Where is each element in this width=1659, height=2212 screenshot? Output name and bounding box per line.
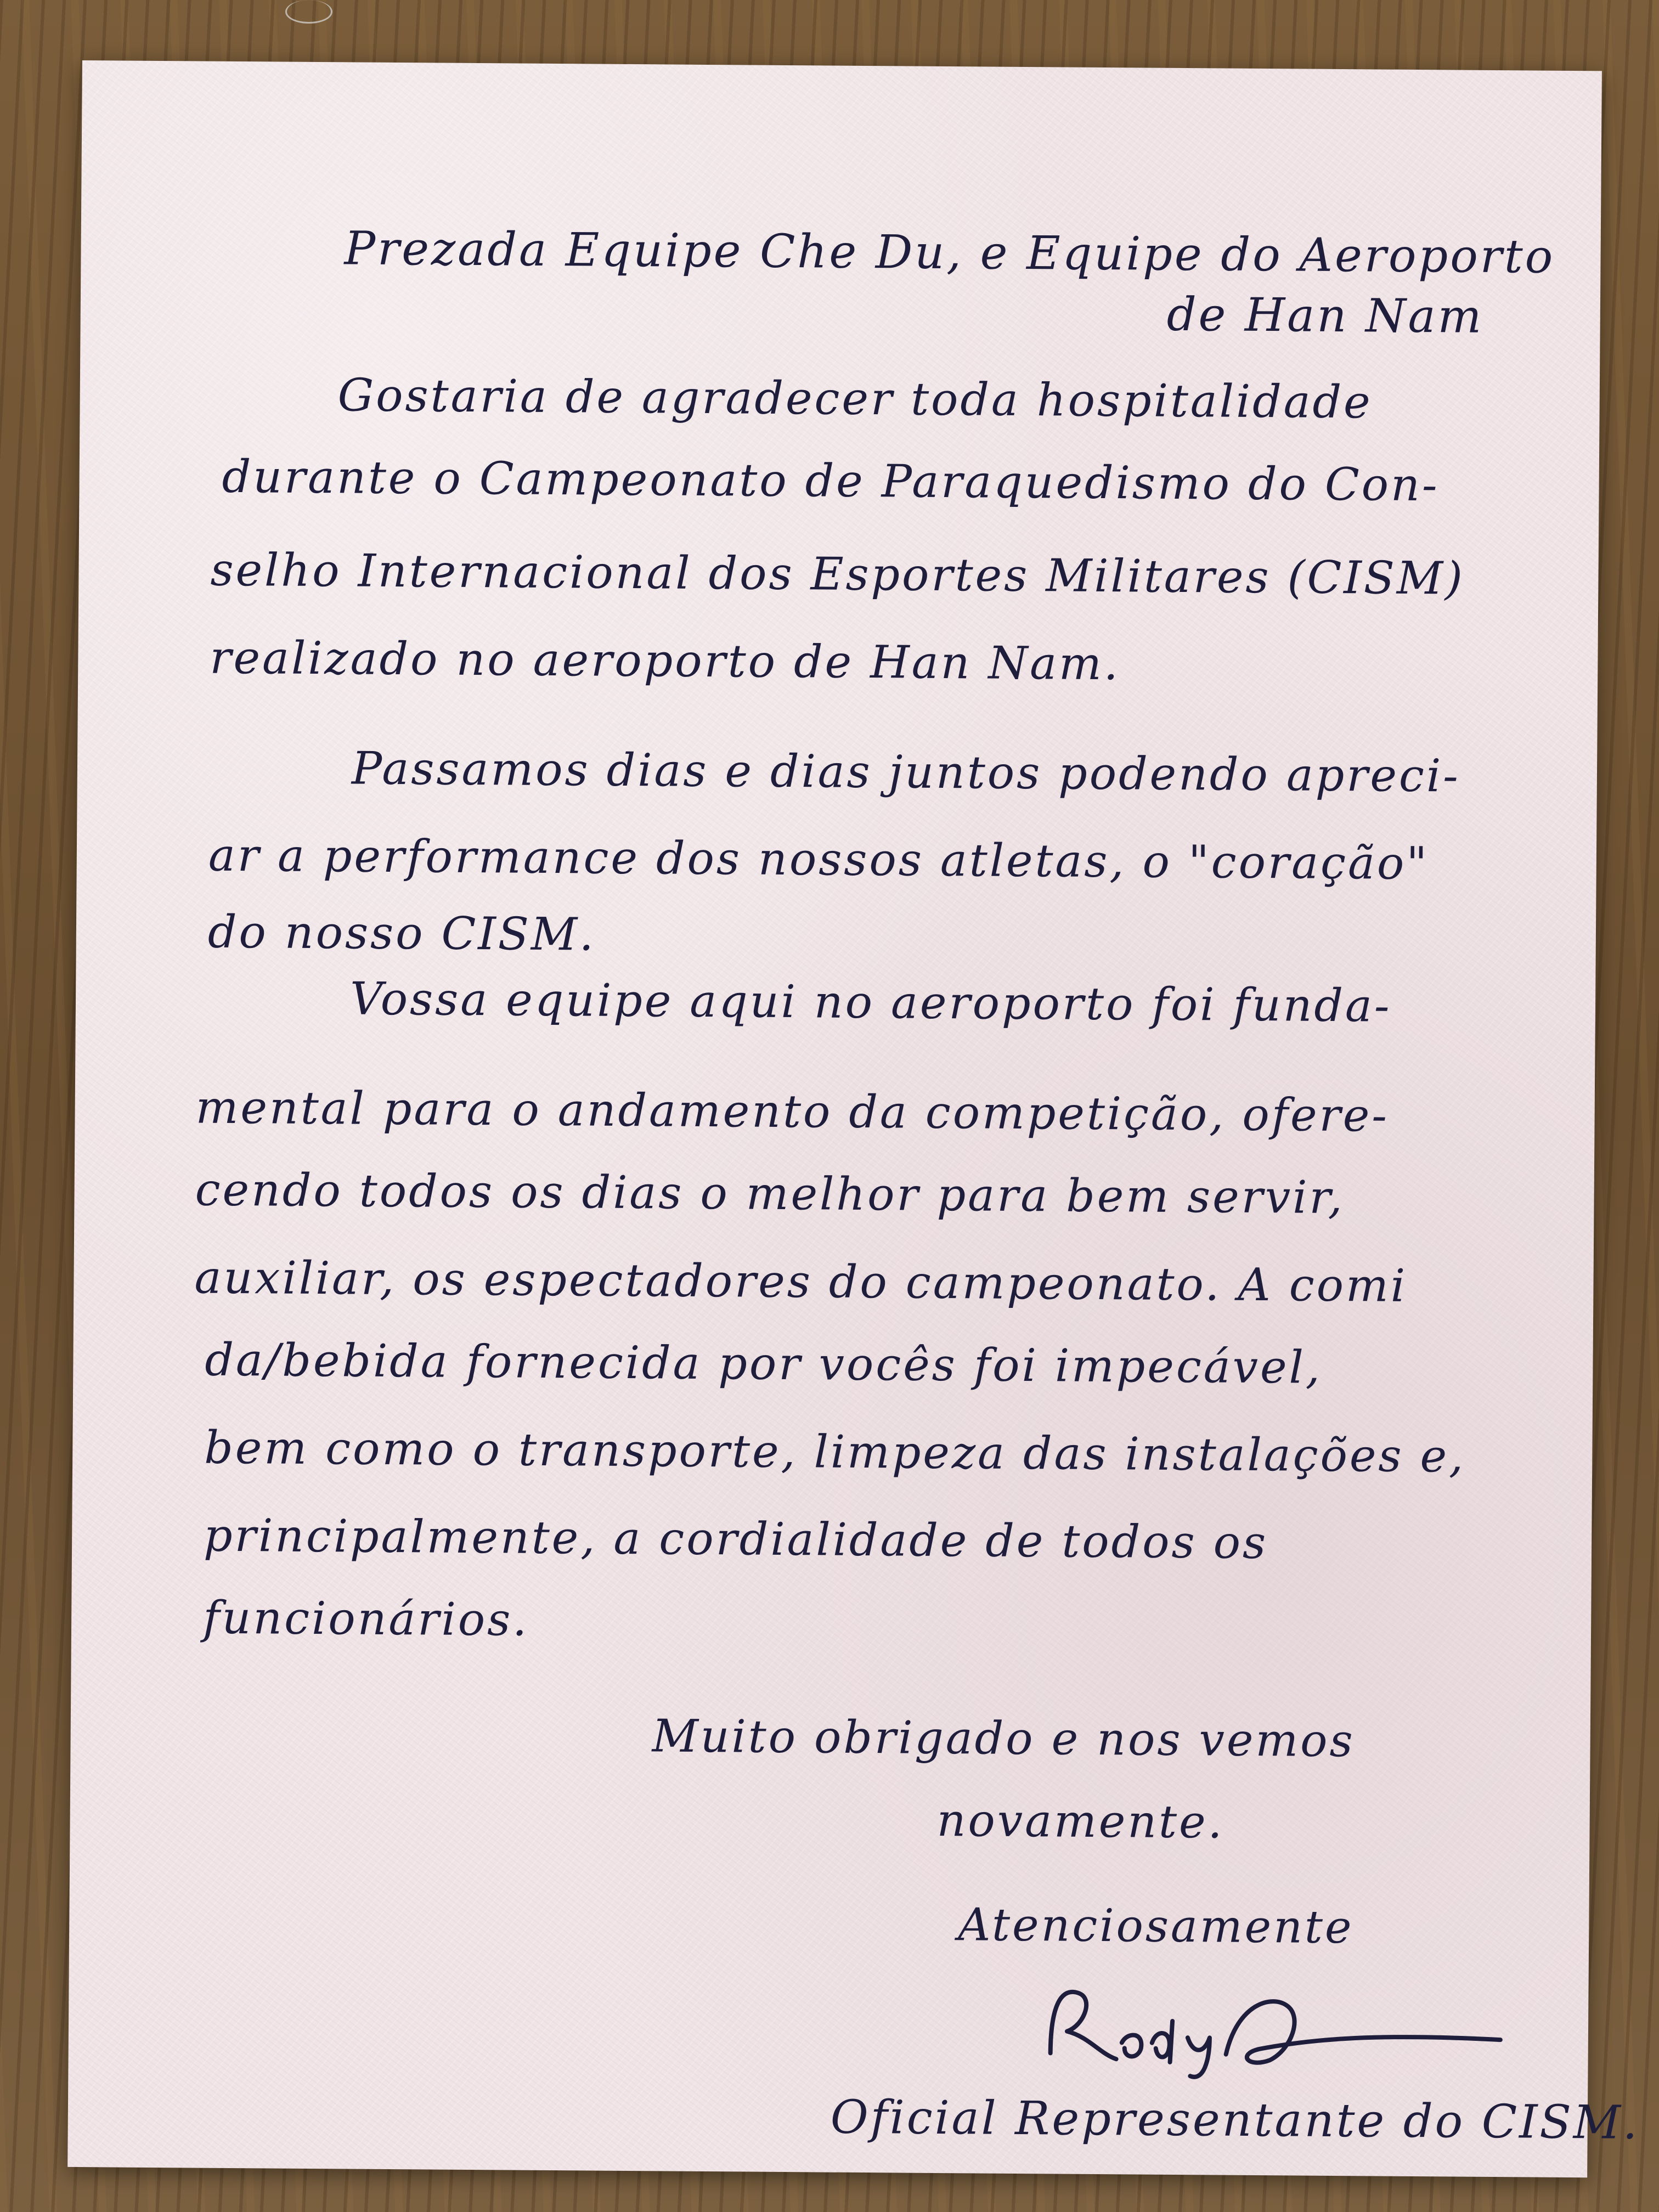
signer-title: Oficial Representante do CISM. (830, 2090, 1640, 2149)
paragraph-1-line-2: durante o Campeonato de Paraquedismo do Con- (222, 450, 1440, 512)
paragraph-3-line-8: funcionários. (202, 1592, 529, 1646)
closing-line-1: Muito obrigado e nos vemos (652, 1710, 1355, 1768)
paragraph-3-line-5: da/bebida fornecida por vocês foi impecável, (205, 1334, 1323, 1394)
desk-ring-object (285, 0, 332, 24)
letter-paper (67, 60, 1640, 2177)
paragraph-2-line-1: Passamos dias e dias juntos podendo apreci- (351, 742, 1461, 803)
paragraph-1-line-1: Gostaria de agradecer toda hospitalidade (337, 369, 1373, 429)
paragraph-2-line-2: ar a performance dos nossos atletas, o "coração" (208, 829, 1430, 890)
paragraph-3-line-4: auxiliar, os espectadores do campeonato. A comi (194, 1251, 1408, 1312)
paragraph-3-line-1: Vossa equipe aqui no aeroporto foi funda- (349, 973, 1392, 1032)
paragraph-1-line-3: selho Internacional dos Esportes Militares (CISM) (210, 544, 1465, 605)
regards-text: Atenciosamente (957, 1899, 1354, 1954)
paragraph-3-line-2: mental para o andamento da competição, ofere- (195, 1081, 1390, 1142)
salutation-line-1: Prezada Equipe Che Du, e Equipe do Aeroporto (344, 221, 1555, 284)
closing-line-2: novamente. (936, 1794, 1225, 1849)
salutation-line-2: de Han Nam (1166, 287, 1484, 343)
paragraph-3-line-3: cendo todos os dias o melhor para bem servir, (195, 1164, 1345, 1224)
signature-drawing (1028, 1971, 1522, 2084)
paragraph-3-line-6: bem como o transporte, limpeza das instalações e, (204, 1421, 1466, 1483)
paragraph-1-line-4: realizado no aeroporto de Han Nam. (210, 631, 1121, 691)
paragraph-3-line-7: principalmente, a cordialidade de todos os (203, 1509, 1268, 1570)
signature (1028, 1971, 1522, 2084)
paragraph-2-line-3: do nosso CISM. (207, 906, 596, 961)
